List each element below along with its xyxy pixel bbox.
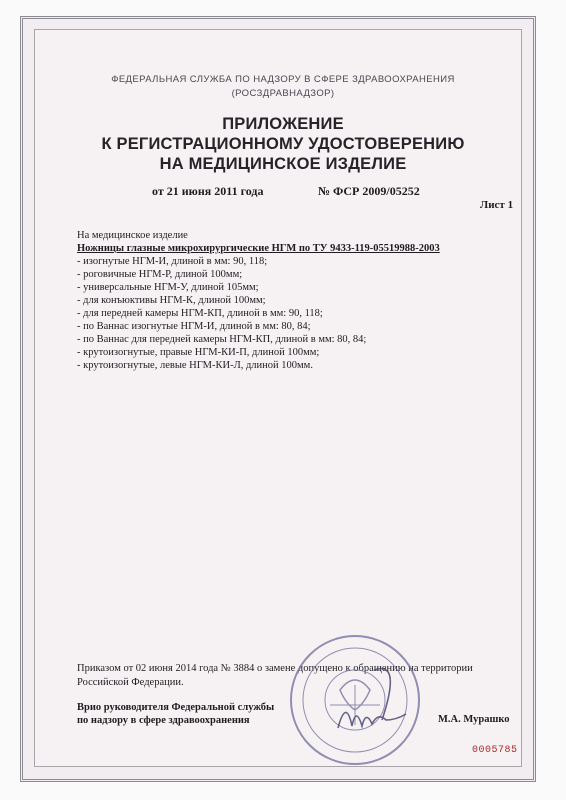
document-title: ПРИЛОЖЕНИЕ bbox=[222, 115, 344, 133]
list-item: - изогнутые НГМ-И, длиной в мм: 90, 118; bbox=[77, 256, 268, 267]
signatory-title: Врио руководителя Федеральной службы bbox=[77, 702, 275, 713]
list-item: - для передней камеры НГМ-КП, длиной в мм: 90, 118; bbox=[77, 308, 323, 319]
signature-icon bbox=[338, 669, 406, 728]
serial-number: 0005785 bbox=[472, 745, 518, 756]
official-seal-icon bbox=[291, 636, 419, 764]
sheet-number: Лист 1 bbox=[480, 199, 514, 211]
list-item: - универсальные НГМ-У, длиной 105мм; bbox=[77, 282, 259, 293]
list-item: - крутоизогнутые, правые НГМ-КИ-П, длиной 100мм; bbox=[77, 347, 320, 358]
signatory-title-2: по надзору в сфере здравоохранения bbox=[77, 715, 250, 726]
document-subtitle: К РЕГИСТРАЦИОННОМУ УДОСТОВЕРЕНИЮ bbox=[101, 135, 465, 153]
registration-number: № ФСР 2009/05252 bbox=[318, 184, 420, 198]
list-item: - роговичные НГМ-Р, длиной 100мм; bbox=[77, 269, 243, 280]
agency-abbreviation: (РОСЗДРАВНАДЗОР) bbox=[231, 88, 335, 99]
agency-name: ФЕДЕРАЛЬНАЯ СЛУЖБА ПО НАДЗОРУ В СФЕРЕ ЗДРАВООХРАНЕНИЯ bbox=[111, 74, 455, 85]
intro-text: На медицинское изделие bbox=[77, 230, 188, 241]
registration-date: от 21 июня 2011 года bbox=[152, 184, 264, 198]
order-text: Приказом от 02 июня 2014 года № 3884 о замене допущено к обращению на территории Российской Федерации. bbox=[77, 663, 473, 688]
list-item: - крутоизогнутые, левые НГМ-КИ-Л, длиной 100мм. bbox=[77, 360, 313, 371]
list-item: - по Ваннас для передней камеры НГМ-КП, длиной в мм: 80, 84; bbox=[77, 334, 367, 345]
list-item: - для конъюктивы НГМ-К, длиной 100мм; bbox=[77, 295, 266, 306]
product-name: Ножницы глазные микрохирургические НГМ по ТУ 9433-119-05519988-2003 bbox=[77, 243, 440, 254]
list-item: - по Ваннас изогнутые НГМ-И, длиной в мм: 80, 84; bbox=[77, 321, 311, 332]
document-subtitle-2: НА МЕДИЦИНСКОЕ ИЗДЕЛИЕ bbox=[159, 155, 407, 173]
signatory-name: М.А. Мурашко bbox=[438, 714, 510, 725]
